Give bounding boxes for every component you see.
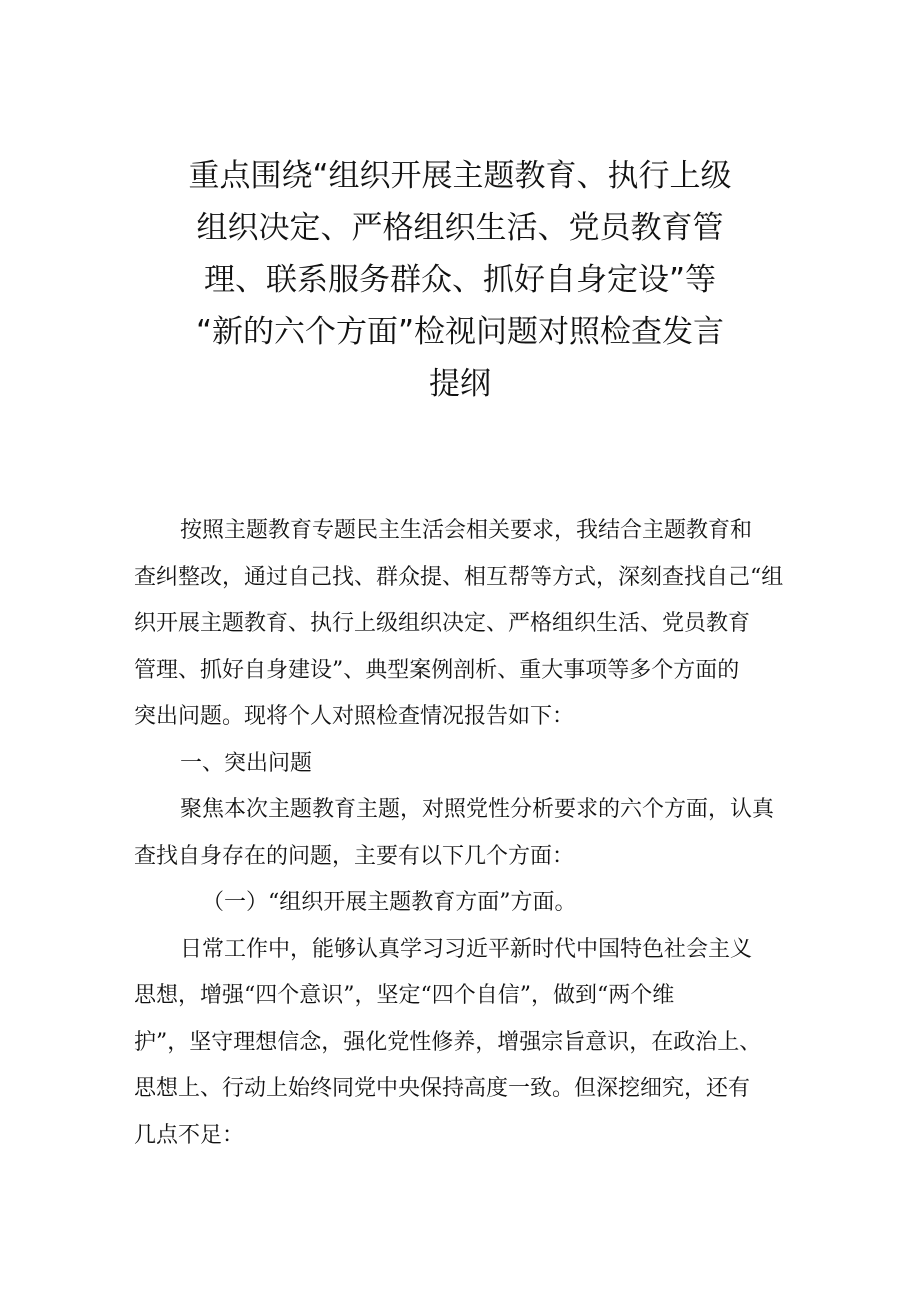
title-line: “新的六个方面”检视问题对照检查发言: [195, 314, 725, 350]
intro-paragraph: [134, 508, 794, 741]
text-line: 按照主题教育专题民主生活会相关要求，我结合主题教育和: [180, 518, 753, 543]
text-line: 几点不足：: [134, 1122, 245, 1148]
document-title: [0, 150, 920, 410]
section-heading: 一、突出问题: [180, 750, 313, 776]
text-line: 管理、抓好自身建设”、典型案例剖析、重大事项等多个方面的: [134, 657, 740, 683]
text-line: 查纠整改，通过自己找、群众提、相互帮等方式，深刻查找自己“组: [134, 564, 784, 590]
section-paragraph: [134, 787, 794, 880]
text-line: 聚焦本次主题教育主题，对照党性分析要求的六个方面，认真: [180, 797, 775, 822]
title-line: 重点围绕“组织开展主题教育、执行上级: [188, 158, 732, 194]
text-line: 日常工作中，能够认真学习习近平新时代中国特色社会主义: [180, 936, 753, 962]
title-line: 理、联系服务群众、抓好自身定设”等: [203, 262, 717, 298]
subsection-paragraph: [134, 927, 794, 1160]
text-line: 查找自身存在的问题，主要有以下几个方面：: [134, 843, 575, 869]
text-line: 思想，增强“四个意识”，坚定“四个自信”，做到“两个维: [134, 983, 675, 1008]
document-body: [134, 508, 794, 1159]
text-line: 突出问题。现将个人对照检查情况报告如下：: [134, 704, 575, 729]
text-line: 思想上、行动上始终同党中央保持高度一致。但深挖细究，还有: [134, 1076, 751, 1101]
subsection-heading: （一）“组织开展主题教育方面”方面。: [202, 890, 577, 915]
text-line: 织开展主题教育、执行上级组织决定、严格组织生活、党员教育: [134, 611, 751, 636]
title-line: 组织决定、严格组织生活、党员教育管: [196, 210, 724, 246]
text-line: 护”，坚守理想信念，强化党性修养，增强宗旨意识，在政治上、: [134, 1029, 762, 1055]
title-line: 提纲: [429, 366, 491, 402]
